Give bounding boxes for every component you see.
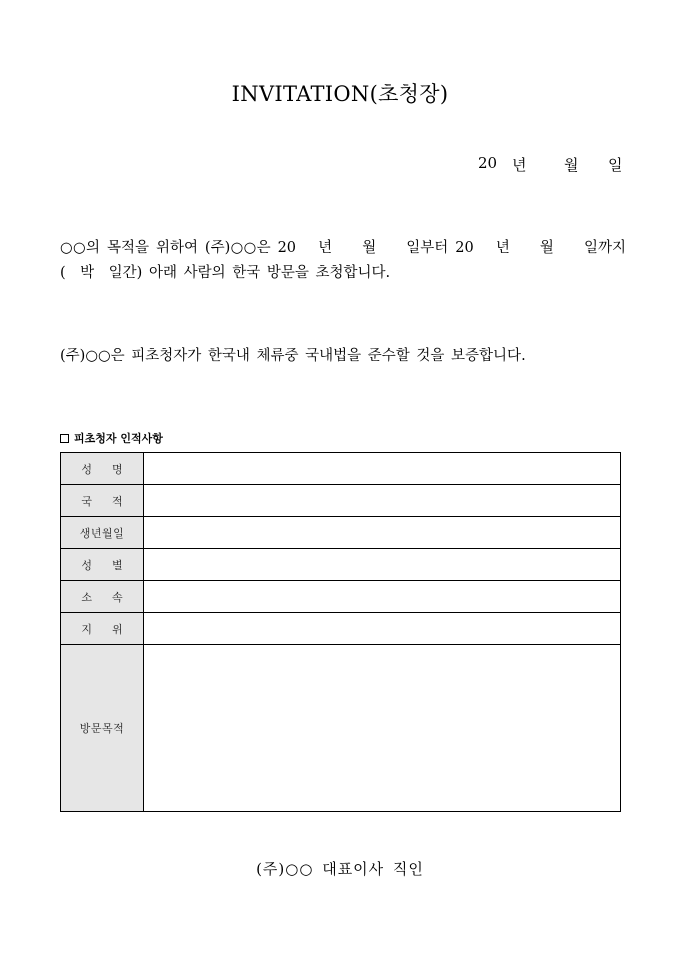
document-title: INVITATION(초청장) xyxy=(231,82,449,106)
row-label-nationality: 국적 xyxy=(61,485,144,517)
row-label-position: 지위 xyxy=(61,613,144,645)
row-value-nationality[interactable] xyxy=(144,485,621,517)
checkbox-square-icon xyxy=(60,434,69,443)
table-row xyxy=(61,613,621,645)
invitee-info-table xyxy=(60,452,621,812)
row-value-affiliation[interactable] xyxy=(144,581,621,613)
row-value-birthdate[interactable] xyxy=(144,517,621,549)
section-heading xyxy=(60,430,163,446)
row-value-name[interactable] xyxy=(144,453,621,485)
date-day-unit: 일 xyxy=(608,156,623,174)
row-label-purpose: 방문목적 xyxy=(61,645,144,812)
table-row xyxy=(61,517,621,549)
row-value-purpose[interactable] xyxy=(144,645,621,812)
row-label-gender: 성별 xyxy=(61,549,144,581)
table-row xyxy=(61,453,621,485)
row-label-affiliation: 소속 xyxy=(61,581,144,613)
guarantee-paragraph: (주)○○은 피초청자가 한국내 체류중 국내법을 준수할 것을 보증합니다. xyxy=(60,348,526,364)
date-year-unit: 년 xyxy=(512,156,527,174)
date-year-prefix: 20 xyxy=(478,154,498,172)
row-label-name: 성명 xyxy=(61,453,144,485)
table-row xyxy=(61,549,621,581)
company-seal-line: (주)○○ 대표이사 직인 xyxy=(256,860,424,878)
invitation-paragraph: ○○의 목적을 위하여 (주)○○은 20 년 월 일부터 20 년 월 일까지 ( 박 일간) 아래 사람의 한국 방문을 초청합니다. xyxy=(60,240,626,281)
section-heading-text: 피초청자 인적사항 xyxy=(74,432,163,445)
table-row xyxy=(61,485,621,517)
row-value-gender[interactable] xyxy=(144,549,621,581)
table-row xyxy=(61,645,621,812)
row-value-position[interactable] xyxy=(144,613,621,645)
row-label-birthdate: 생년월일 xyxy=(61,517,144,549)
table-row xyxy=(61,581,621,613)
date-month-unit: 월 xyxy=(564,156,579,174)
